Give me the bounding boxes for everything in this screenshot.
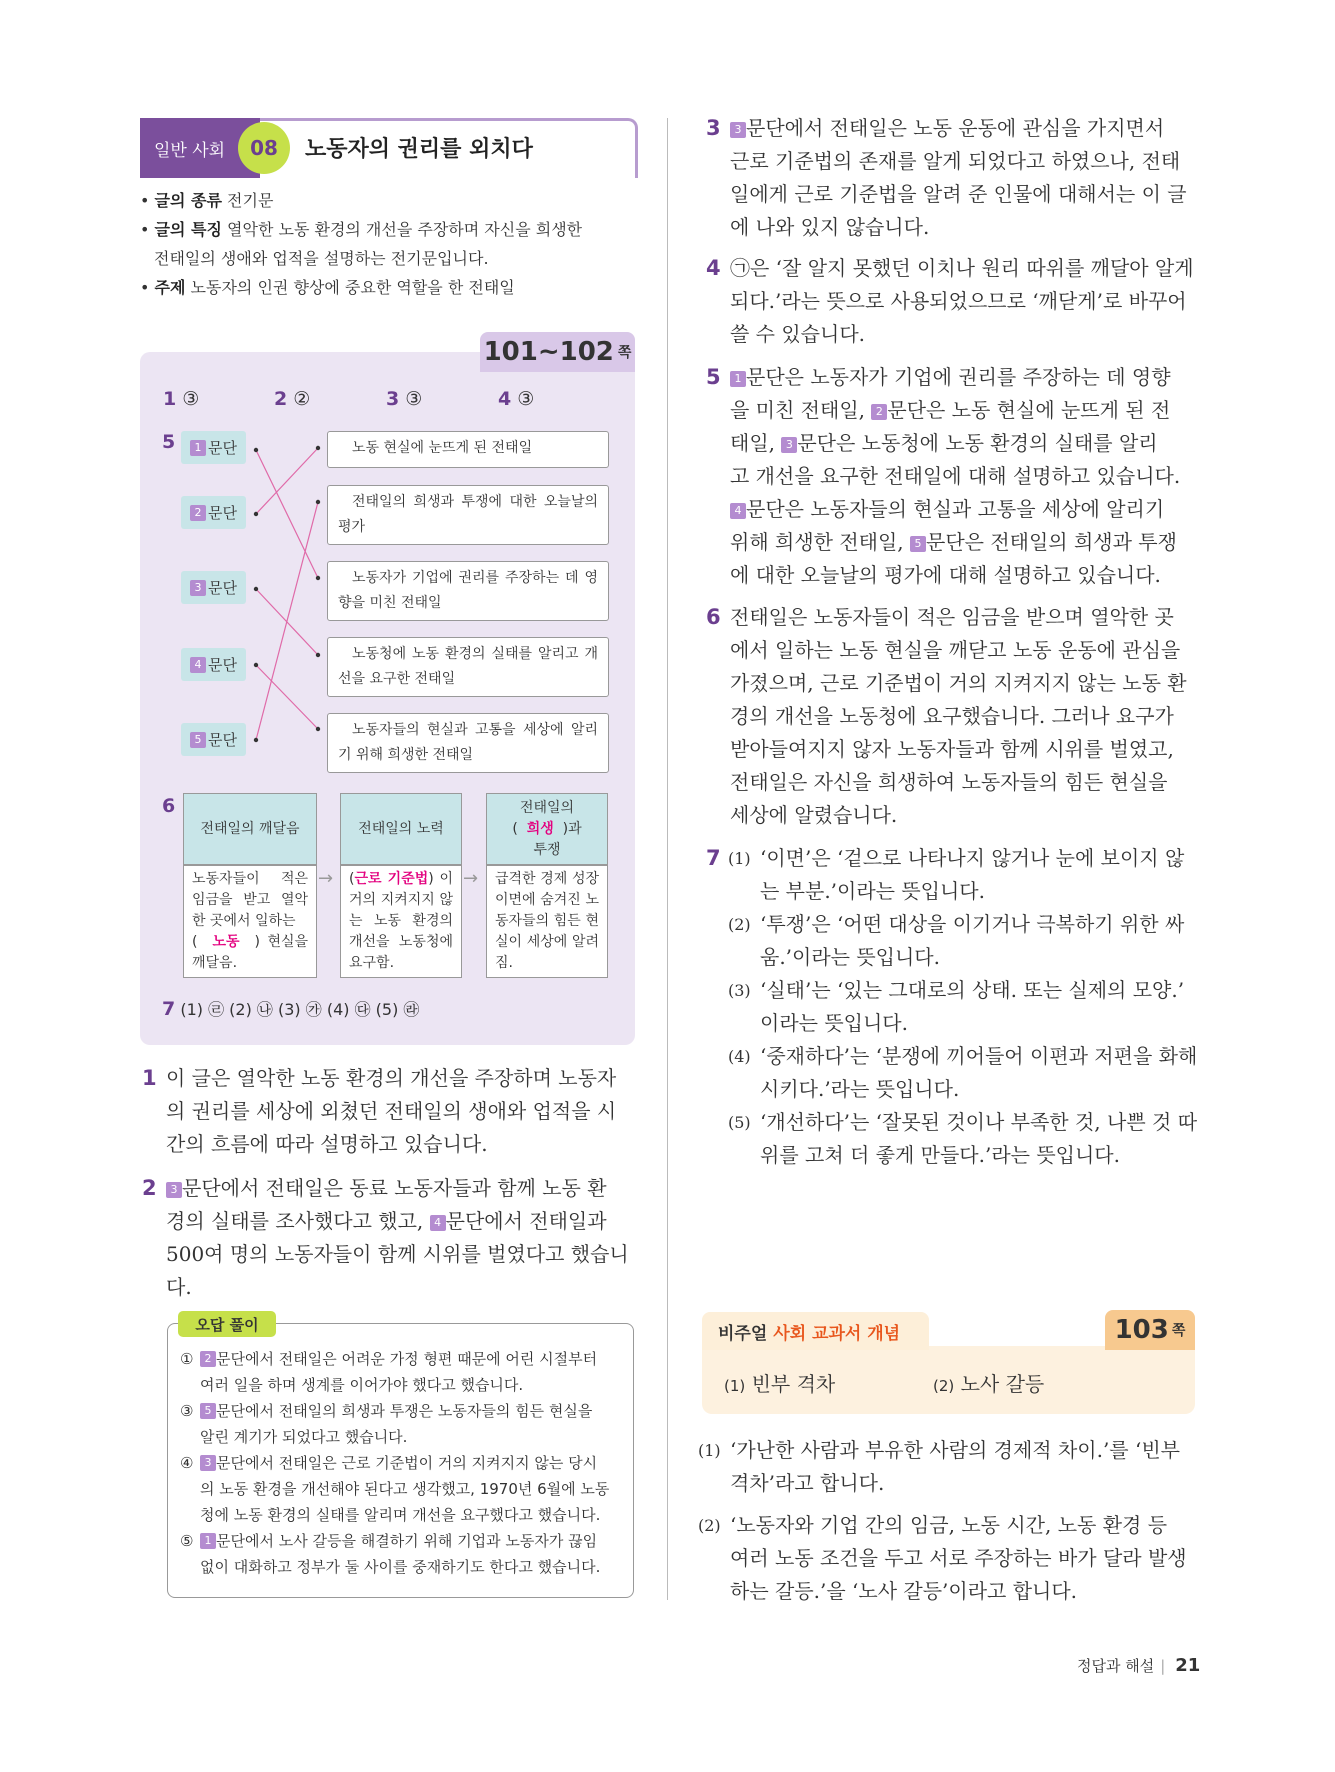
q5-number: 5	[162, 431, 176, 453]
table-cell-sacrifice: 급격한 경제 성장 이면에 숨겨진 노동자들의 힘든 현실이 세상에 알려짐.	[486, 865, 608, 978]
visual-answer-1: (1) 빈부 격차	[724, 1372, 836, 1396]
arrow-right-icon: →	[318, 868, 334, 889]
page-footer: 정답과 해설 | 21	[1077, 1655, 1201, 1676]
match-box-3: 노동자가 기업에 권리를 주장하는 데 영향을 미친 전태일	[327, 561, 609, 621]
visual-explanation-2: (2) ‘노동자와 기업 간의 임금, 노동 시간, 노동 환경 등 여러 노동 조건을 두고 서로 주장하는 바가 달라 발생 하는 갈등.’을 ‘노사 갈등’이라고 합니다.	[698, 1513, 1187, 1603]
paragraph-tag-4: 4 문단	[181, 648, 246, 681]
explanation-7-5: (5) ‘개선하다’는 ‘잘못된 것이나 부족한 것, 나쁜 것 따 위를 고쳐 더 좋게 만들다.’라는 뜻입니다.	[728, 1110, 1198, 1167]
category-label: 일반 사회	[140, 118, 260, 178]
explanation-7-3: (3) ‘실태’는 ‘있는 그대로의 상태. 또는 실제의 모양.’ 이라는 뜻입니다.	[728, 978, 1185, 1035]
quick-answer-3: 3 ③	[386, 388, 423, 410]
explanation-7-2: (2) ‘투쟁’은 ‘어떤 대상을 이기거나 극복하기 위한 싸 움.’이라는 뜻입니다.	[728, 912, 1185, 969]
quick-answer-1: 1 ③	[163, 388, 200, 410]
quick-answer-2: 2 ②	[274, 388, 311, 410]
paragraph-tag-1: 1 문단	[181, 431, 246, 464]
explanation-6: 6 전태일은 노동자들이 적은 임금을 받으며 열악한 곳 에서 일하는 노동 현실을 깨닫고 노동 운동에 관심을 가졌으며, 근로 기준법이 거의 지켜지지 않는 노동 환 경의 개선을 노동청에 요구했습니다. 그러나 요구가 받아들여지지 않자 노동자들과 함께 시위를 벌였고, 전태일은 자신을 희생하여 노동자들의 힘든 현실을 세상에 알렸습니다.	[706, 605, 1187, 827]
match-box-4: 노동청에 노동 환경의 실태를 알리고 개선을 요구한 전태일	[327, 637, 609, 697]
wrong-answer-tag: 오답 풀이	[178, 1311, 276, 1337]
match-box-2: 전태일의 희생과 투쟁에 대한 오늘날의 평가	[327, 485, 609, 545]
info-theme: • 주제 노동자의 인권 향상에 중요한 역할을 한 전태일	[140, 278, 515, 297]
explanation-7-4: (4) ‘중재하다’는 ‘분쟁에 끼어들어 이편과 저편을 화해 시키다.’라는 뜻입니다.	[728, 1044, 1198, 1101]
visual-answer-2: (2) 노사 갈등	[933, 1372, 1045, 1396]
quick-answer-4: 4 ③	[498, 388, 535, 410]
explanation-5: 5 1 문단은 노동자가 기업에 권리를 주장하는 데 영향 을 미친 전태일, 2 문단은 노동 현실에 눈뜨게 된 전 태일, 3 문단은 노동청에 노동 환경의 실태를 알리 고 개선을 요구한 전태일에 대해 설명하고 있습니다. 4 문단은 노동자들의 현실과 고통을 세상에 알리기 위해 희생한 전태일, 5 문단은 전태일의 희생과 투쟁 에 대한 오늘날의 평가에 대해 설명하고 있습니다.	[706, 365, 1181, 587]
wrong-answer-4: ④ 3 문단에서 전태일은 근로 기준법이 거의 지켜지지 않는 당시 의 노동 환경을 개선해야 된다고 생각했고, 1970년 6월에 노동 청에 노동 환경의 실태를 알리며 개선을 요구했다고 했습니다.	[180, 1454, 610, 1524]
q6-number: 6	[162, 795, 176, 817]
unit-number-badge: 08	[238, 122, 290, 174]
match-box-1: 노동 현실에 눈뜨게 된 전태일	[327, 431, 609, 468]
paragraph-tag-2: 2 문단	[181, 496, 246, 529]
unit-title: 노동자의 권리를 외치다	[305, 137, 533, 162]
info-kind: • 글의 종류 전기문	[140, 191, 274, 210]
link-5-2	[256, 502, 318, 740]
wrong-answer-3: ③ 5 문단에서 전태일의 희생과 투쟁은 노동자들의 힘든 현실을 알린 계기가 되었다고 했습니다.	[180, 1402, 593, 1446]
answer-page-tag: 101~102 쪽	[480, 332, 635, 372]
table-cell-effort: (근로 기준법) 이 거의 지켜지지 않는 노동 환경의 개선을 노동청에 요구함.	[340, 865, 462, 978]
info-feature-cont: 전태일의 생애와 업적을 설명하는 전기문입니다.	[154, 249, 489, 268]
visual-page-tag: 103 쪽	[1105, 1310, 1195, 1350]
table-header-realization: 전태일의 깨달음	[183, 793, 317, 865]
explanation-4: 4 ㉠은 ‘잘 알지 못했던 이치나 원리 따위를 깨달아 알게 되다.’라는 뜻으로 사용되었으므로 ‘깨닫게’로 바꾸어 쓸 수 있습니다.	[706, 256, 1194, 346]
explanation-3: 3 3 문단에서 전태일은 노동 운동에 관심을 가지면서 근로 기준법의 존재를 알게 되었다고 하였으나, 전태 일에게 근로 기준법을 알려 준 인물에 대해서는 이 글 에 나와 있지 않습니다.	[706, 116, 1187, 239]
explanation-2: 2 3 문단에서 전태일은 동료 노동자들과 함께 노동 환 경의 실태를 조사했다고 했고, 4 문단에서 전태일과 500여 명의 노동자들이 함께 시위를 벌였다고 했습니 다.	[142, 1176, 629, 1299]
link-2-1	[256, 448, 318, 514]
visual-concept-header: 비주얼 사회 교과서 개념	[702, 1312, 929, 1350]
arrow-right-icon: →	[463, 868, 479, 889]
paragraph-tag-5: 5 문단	[181, 723, 246, 756]
explanation-7-1: (1) ‘이면’은 ‘겉으로 나타나지 않거나 눈에 보이지 않 는 부분.’이라는 뜻입니다.	[728, 846, 1185, 903]
table-cell-realization: 노동자들이 적은 임금을 받고 열악한 곳에서 일하는 ( 노동 ) 현실을 깨달음.	[183, 865, 317, 978]
q7-answers: 7 (1) ㉣ (2) ㉯ (3) ㉮ (4) ㉰ (5) ㉱	[162, 998, 420, 1020]
visual-explanation-1: (1) ‘가난한 사람과 부유한 사람의 경제적 차이.’를 ‘빈부 격차’라고 합니다.	[698, 1438, 1180, 1495]
table-header-sacrifice: 전태일의 ( 희생 )과 투쟁	[486, 793, 608, 865]
match-box-5: 노동자들의 현실과 고통을 세상에 알리기 위해 희생한 전태일	[327, 713, 609, 773]
table-header-effort: 전태일의 노력	[340, 793, 462, 865]
explanation-1: 1 이 글은 열악한 노동 환경의 개선을 주장하며 노동자 의 권리를 세상에 외쳤던 전태일의 생애와 업적을 시 간의 흐름에 따라 설명하고 있습니다.	[142, 1066, 617, 1156]
wrong-answer-1: ① 2 문단에서 전태일은 어려운 가정 형편 때문에 어린 시절부터 여러 일을 하며 생계를 이어가야 했다고 했습니다.	[180, 1350, 598, 1394]
link-1-3	[256, 450, 318, 578]
paragraph-tag-3: 3 문단	[181, 571, 246, 604]
link-4-5	[256, 665, 318, 729]
explanation-7: 7	[706, 846, 721, 870]
column-divider	[667, 118, 668, 1600]
wrong-answer-5: ⑤ 1 문단에서 노사 갈등을 해결하기 위해 기업과 노동자가 끊임 없이 대화하고 정부가 둘 사이를 중재하기도 한다고 했습니다.	[180, 1532, 601, 1576]
info-feature: • 글의 특징 열악한 노동 환경의 개선을 주장하며 자신을 희생한	[140, 220, 583, 239]
